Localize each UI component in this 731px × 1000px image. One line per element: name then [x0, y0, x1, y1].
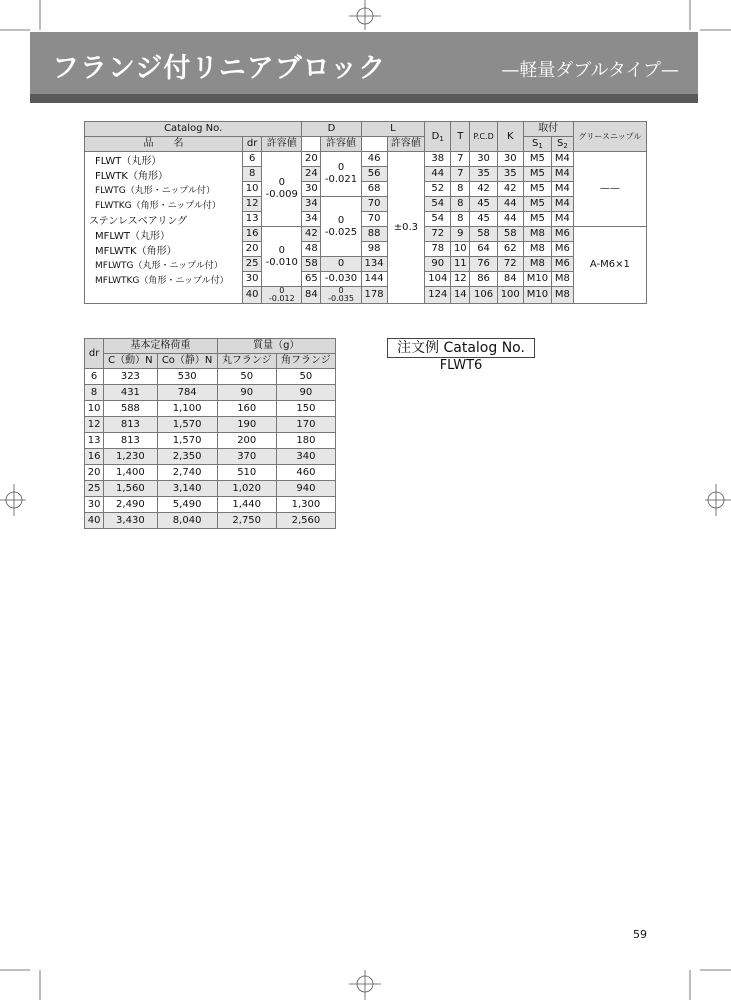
cell-T: 7 — [451, 167, 470, 182]
t2-cell: 1,570 — [157, 433, 217, 449]
t2-cell: 1,020 — [217, 481, 276, 497]
header-D-blank — [302, 137, 321, 152]
cell-L: 70 — [361, 197, 387, 212]
t2-header-mass: 質量（g） — [217, 339, 335, 354]
product-name: FLWTKG（角形・ニップル付） — [95, 201, 221, 211]
t2-cell: 8,040 — [157, 513, 217, 529]
cell-D1: 90 — [425, 257, 451, 272]
d-tol-2: 0 -0.025 — [321, 197, 361, 257]
t2-cell: 150 — [276, 401, 335, 417]
cell-S2: M6 — [552, 257, 574, 272]
cell-D1: 38 — [425, 152, 451, 167]
t2-cell: 1,230 — [104, 449, 157, 465]
cell-D1: 52 — [425, 182, 451, 197]
product-names — [85, 152, 243, 304]
cell-L: 46 — [361, 152, 387, 167]
t2-cell: 20 — [85, 465, 104, 481]
header-D: D — [302, 122, 361, 137]
t2-header-round: 丸フランジ — [217, 354, 276, 369]
d-tol-1: 0 -0.021 — [321, 152, 361, 197]
cell-D: 65 — [302, 272, 321, 287]
d-tol-3a: 0 — [321, 257, 361, 272]
page-title: フランジ付リニアブロック — [52, 53, 387, 84]
cell-L: 70 — [361, 212, 387, 227]
cell-L: 144 — [361, 272, 387, 287]
header-S2: $S_2$ — [552, 137, 574, 152]
cell-S1: M10 — [523, 272, 551, 287]
cell-S1: M5 — [523, 182, 551, 197]
product-name: FLWTG（丸形・ニップル付） — [95, 186, 216, 196]
t2-cell: 180 — [276, 433, 335, 449]
header-mount: 取付 — [523, 122, 573, 137]
t2-header-Co: Co（静）N — [157, 354, 217, 369]
cell-S1: M8 — [523, 227, 551, 242]
t2-cell: 784 — [157, 385, 217, 401]
cell-S1: M8 — [523, 257, 551, 272]
t2-cell: 2,740 — [157, 465, 217, 481]
t2-cell: 170 — [276, 417, 335, 433]
header-L: L — [361, 122, 425, 137]
load-mass-table — [84, 338, 336, 529]
t2-header-square: 角フランジ — [276, 354, 335, 369]
cell-T: 14 — [451, 287, 470, 304]
grease-1: —— — [573, 152, 646, 227]
dr-tol-3: 0 -0.012 — [262, 287, 302, 304]
title-banner-shadow — [30, 94, 698, 103]
t2-cell: 25 — [85, 481, 104, 497]
cell-S1: M5 — [523, 212, 551, 227]
t2-cell: 323 — [104, 369, 157, 385]
cell-L: 134 — [361, 257, 387, 272]
cell-S1: M8 — [523, 242, 551, 257]
cell-D1: 44 — [425, 167, 451, 182]
header-K: K — [497, 122, 523, 152]
cell-K: 35 — [497, 167, 523, 182]
t2-cell: 2,490 — [104, 497, 157, 513]
t2-cell: 30 — [85, 497, 104, 513]
t2-cell: 2,350 — [157, 449, 217, 465]
t2-cell: 530 — [157, 369, 217, 385]
cell-D1: 54 — [425, 212, 451, 227]
cell-dr: 10 — [243, 182, 262, 197]
t2-cell: 10 — [85, 401, 104, 417]
cell-PCD: 45 — [470, 197, 497, 212]
t2-cell: 340 — [276, 449, 335, 465]
t2-cell: 1,560 — [104, 481, 157, 497]
t2-cell: 3,430 — [104, 513, 157, 529]
cell-S2: M6 — [552, 227, 574, 242]
cell-S2: M8 — [552, 287, 574, 304]
product-name: FLWTK（角形） — [95, 171, 168, 182]
t2-cell: 90 — [217, 385, 276, 401]
t2-cell: 510 — [217, 465, 276, 481]
cell-PCD: 76 — [470, 257, 497, 272]
product-name: MFLWTKG（角形・ニップル付） — [95, 276, 229, 286]
cell-S2: M4 — [552, 212, 574, 227]
d-tol-4: 0 -0.035 — [321, 287, 361, 304]
header-D-tol: 許容値 — [321, 137, 361, 152]
cell-S2: M6 — [552, 242, 574, 257]
t2-cell: 1,100 — [157, 401, 217, 417]
t2-cell: 160 — [217, 401, 276, 417]
cell-S2: M4 — [552, 152, 574, 167]
t2-cell: 370 — [217, 449, 276, 465]
cell-S2: M4 — [552, 167, 574, 182]
t2-cell: 1,570 — [157, 417, 217, 433]
dr-tol-1: 0 -0.009 — [262, 152, 302, 227]
t2-cell: 13 — [85, 433, 104, 449]
cell-D: 48 — [302, 242, 321, 257]
product-name: MFLWTG（丸形・ニップル付） — [95, 261, 223, 271]
cell-PCD: 42 — [470, 182, 497, 197]
cell-K: 62 — [497, 242, 523, 257]
cell-dr: 6 — [243, 152, 262, 167]
cell-T: 8 — [451, 197, 470, 212]
header-grease: グリースニップル — [573, 122, 646, 152]
cell-S2: M4 — [552, 197, 574, 212]
cell-D1: 54 — [425, 197, 451, 212]
product-name: MFLWTK（角形） — [95, 246, 177, 257]
cell-D: 24 — [302, 167, 321, 182]
cell-K: 84 — [497, 272, 523, 287]
cell-L: 56 — [361, 167, 387, 182]
t2-cell: 1,400 — [104, 465, 157, 481]
cell-D: 34 — [302, 197, 321, 212]
cell-K: 44 — [497, 197, 523, 212]
header-name: 品 名 — [85, 137, 243, 152]
cell-PCD: 35 — [470, 167, 497, 182]
t2-header-load: 基本定格荷重 — [104, 339, 218, 354]
t2-cell: 50 — [276, 369, 335, 385]
page-number: 59 — [633, 928, 647, 941]
header-L-blank — [361, 137, 387, 152]
page-subtitle: —軽量ダブルタイプ— — [501, 60, 679, 81]
cell-D1: 78 — [425, 242, 451, 257]
header-pcd: P.C.D — [470, 122, 497, 152]
header-catalog: Catalog No. — [85, 122, 302, 137]
t2-cell: 2,560 — [276, 513, 335, 529]
dr-tol-2: 0 -0.010 — [262, 227, 302, 287]
t2-cell: 813 — [104, 417, 157, 433]
cell-dr: 12 — [243, 197, 262, 212]
t2-cell: 90 — [276, 385, 335, 401]
cell-D: 58 — [302, 257, 321, 272]
cell-D1: 104 — [425, 272, 451, 287]
cell-K: 44 — [497, 212, 523, 227]
cell-S2: M4 — [552, 182, 574, 197]
t2-cell: 460 — [276, 465, 335, 481]
cell-PCD: 45 — [470, 212, 497, 227]
cell-T: 7 — [451, 152, 470, 167]
cell-D: 20 — [302, 152, 321, 167]
t2-header-dr: dr — [85, 339, 104, 369]
t2-cell: 1,300 — [276, 497, 335, 513]
header-D1: $D_1$ — [425, 122, 451, 152]
spec-table — [84, 121, 647, 304]
cell-T: 9 — [451, 227, 470, 242]
order-example-label: 注文例 Catalog No. — [387, 338, 535, 358]
cell-T: 11 — [451, 257, 470, 272]
cell-D: 30 — [302, 182, 321, 197]
cell-D1: 72 — [425, 227, 451, 242]
cell-L: 68 — [361, 182, 387, 197]
cell-D: 84 — [302, 287, 321, 304]
product-name: FLWT（丸形） — [95, 156, 162, 167]
cell-D: 42 — [302, 227, 321, 242]
t2-cell: 16 — [85, 449, 104, 465]
cell-S1: M5 — [523, 152, 551, 167]
t2-cell: 12 — [85, 417, 104, 433]
t2-cell: 6 — [85, 369, 104, 385]
header-T: T — [451, 122, 470, 152]
t2-cell: 5,490 — [157, 497, 217, 513]
cell-dr: 16 — [243, 227, 262, 242]
cell-PCD: 64 — [470, 242, 497, 257]
cell-dr: 30 — [243, 272, 262, 287]
cell-K: 100 — [497, 287, 523, 304]
t2-cell: 8 — [85, 385, 104, 401]
cell-PCD: 106 — [470, 287, 497, 304]
cell-D: 34 — [302, 212, 321, 227]
cell-dr: 20 — [243, 242, 262, 257]
t2-cell: 1,440 — [217, 497, 276, 513]
order-example-value: FLWT6 — [439, 358, 483, 373]
cell-PCD: 30 — [470, 152, 497, 167]
cell-K: 30 — [497, 152, 523, 167]
header-L-tol: 許容値 — [387, 137, 425, 152]
cell-S2: M8 — [552, 272, 574, 287]
cell-S1: M10 — [523, 287, 551, 304]
cell-T: 8 — [451, 182, 470, 197]
header-dr-tol: 許容値 — [262, 137, 302, 152]
t2-cell: 940 — [276, 481, 335, 497]
cell-dr: 8 — [243, 167, 262, 182]
grease-2: A-M6×1 — [573, 227, 646, 304]
cell-S1: M5 — [523, 197, 551, 212]
cell-S1: M5 — [523, 167, 551, 182]
cell-dr: 25 — [243, 257, 262, 272]
t2-cell: 588 — [104, 401, 157, 417]
cell-L: 88 — [361, 227, 387, 242]
t2-cell: 813 — [104, 433, 157, 449]
cell-L: 178 — [361, 287, 387, 304]
t2-cell: 2,750 — [217, 513, 276, 529]
t2-cell: 190 — [217, 417, 276, 433]
cell-K: 72 — [497, 257, 523, 272]
d-tol-3b: -0.030 — [321, 272, 361, 287]
cell-T: 10 — [451, 242, 470, 257]
t2-cell: 40 — [85, 513, 104, 529]
cell-PCD: 86 — [470, 272, 497, 287]
cell-D1: 124 — [425, 287, 451, 304]
cell-dr: 40 — [243, 287, 262, 304]
cell-L: 98 — [361, 242, 387, 257]
cell-dr: 13 — [243, 212, 262, 227]
header-S1: $S_1$ — [523, 137, 551, 152]
product-name: MFLWT（丸形） — [95, 231, 171, 242]
product-name: ステンレスベアリング — [89, 216, 188, 227]
header-dr: dr — [243, 137, 262, 152]
cell-K: 58 — [497, 227, 523, 242]
cell-T: 8 — [451, 212, 470, 227]
t2-cell: 431 — [104, 385, 157, 401]
cell-T: 12 — [451, 272, 470, 287]
cell-K: 42 — [497, 182, 523, 197]
t2-cell: 200 — [217, 433, 276, 449]
l-tol: ±0.3 — [387, 152, 425, 304]
cell-PCD: 58 — [470, 227, 497, 242]
t2-cell: 3,140 — [157, 481, 217, 497]
t2-cell: 50 — [217, 369, 276, 385]
t2-header-C: C（動）N — [104, 354, 157, 369]
